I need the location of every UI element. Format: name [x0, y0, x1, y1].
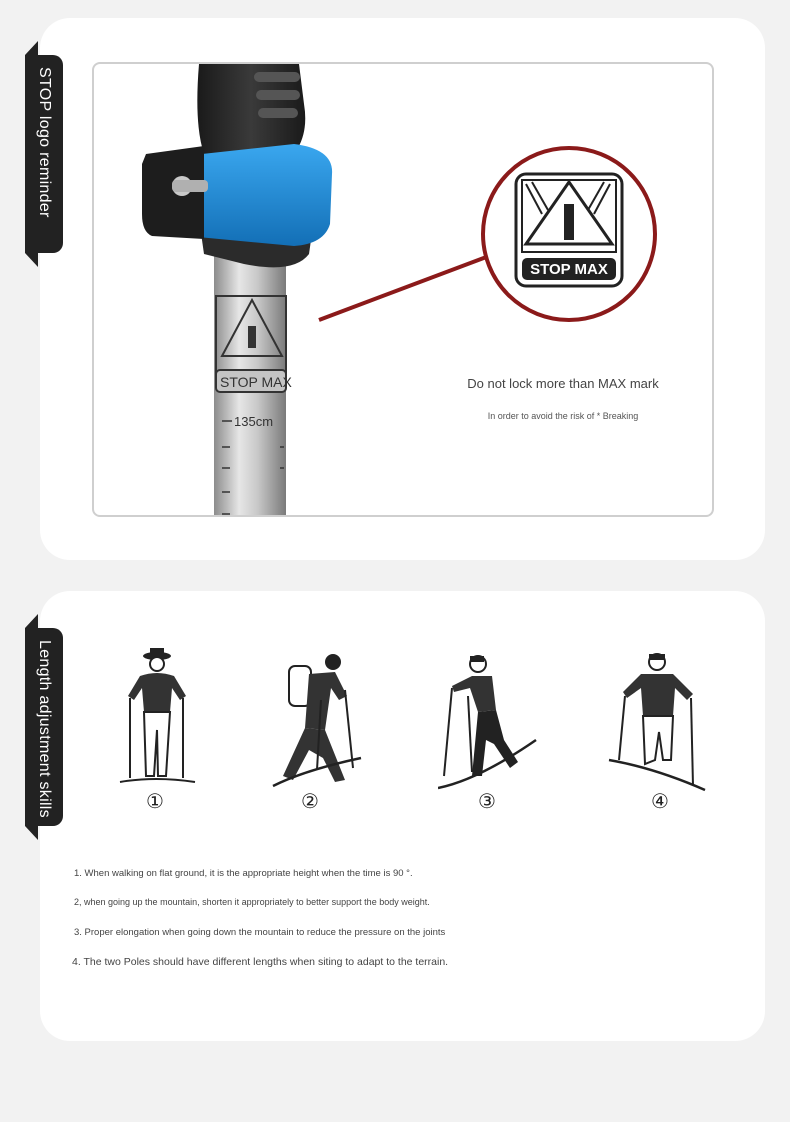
- tip-1: 1. When walking on flat ground, it is the appropriate height when the time is 90 °.: [74, 868, 413, 879]
- stop-logo-ribbon-label: STOP logo reminder: [36, 67, 53, 218]
- tip-3: 3. Proper elongation when going down the mountain to reduce the pressure on the joints: [74, 927, 446, 938]
- hiker-traverse-icon: [605, 640, 715, 820]
- hiker-figures: [100, 640, 720, 820]
- pole-photo: [92, 62, 714, 517]
- hiker-figure-4: [605, 640, 715, 820]
- figure-number-2: ②: [301, 789, 319, 813]
- notice-main-text: Do not lock more than MAX mark: [467, 376, 659, 391]
- figure-number-4: ④: [651, 789, 669, 813]
- pole-mark-label: STOP MAX: [220, 374, 292, 390]
- hiker-figure-3: [438, 640, 548, 820]
- figure-number-3: ③: [478, 789, 496, 813]
- hiker-uphill-icon: [265, 640, 375, 820]
- figure-number-1: ①: [146, 789, 164, 813]
- tip-4: 4. The two Poles should have different lengths when siting to adapt to the terrain.: [72, 956, 449, 968]
- tip-2: 2, when going up the mountain, shorten it appropriately to better support the body weight.: [74, 897, 430, 907]
- zoom-badge-label: STOP MAX: [530, 261, 608, 278]
- hiker-figure-2: [265, 640, 375, 820]
- length-adjustment-ribbon-label: Length adjustment skills: [36, 640, 53, 818]
- length-adjustment-ribbon: [25, 628, 63, 826]
- notice-sub-text: In order to avoid the risk of * Breaking: [487, 411, 639, 421]
- hiker-downhill-icon: [438, 640, 548, 820]
- pole-illustration: [94, 64, 714, 517]
- hiker-flat-ground-icon: [100, 640, 210, 820]
- stop-logo-ribbon: [25, 55, 63, 253]
- tips-list: [72, 868, 712, 968]
- hiker-figure-1: [100, 640, 210, 820]
- pole-scale-label: 135cm: [234, 414, 274, 429]
